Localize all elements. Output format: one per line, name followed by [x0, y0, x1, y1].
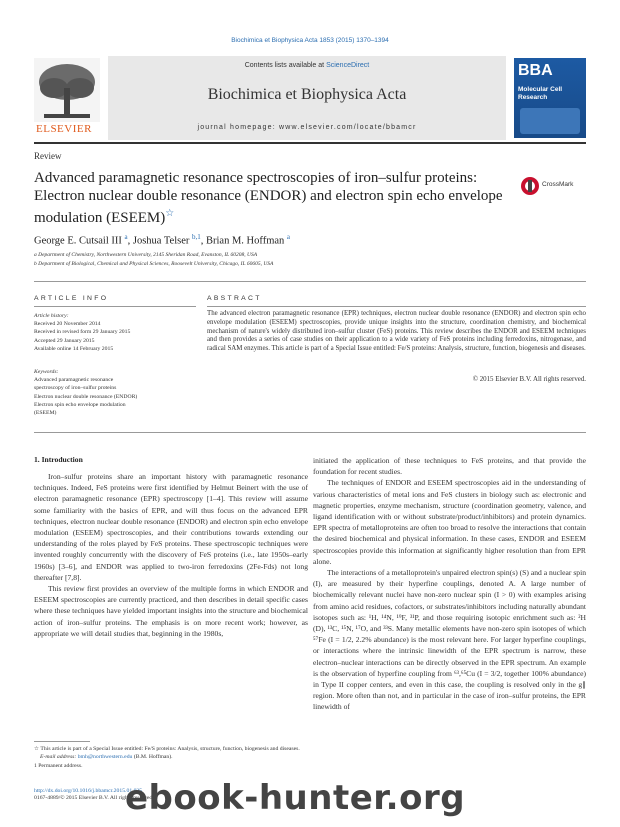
- footnote-rule: [34, 741, 90, 742]
- article-type: Review: [34, 151, 62, 161]
- cover-title: BBA: [518, 62, 553, 79]
- crossmark-badge[interactable]: [520, 175, 582, 202]
- article-info-heading: ARTICLE INFO: [34, 295, 109, 302]
- affiliation-rule: [34, 281, 586, 282]
- keyword: Advanced paramagnetic resonance: [34, 377, 114, 384]
- contents-line: [108, 62, 506, 69]
- cover-image: [520, 108, 580, 134]
- paragraph: This review first provides an overview of the multiple forms in which ENDOR and ESEEM spectroscopies are currently practiced, and then describes in detail specific cases where these techniques have yielded important insights into the structure and biochemical action of iron–sulfur proteins. The emphasis is on more recent work; however, as appropriate we will detail studies that, beginning in the 1980s,: [34, 584, 308, 638]
- issn-line: 0167-4889/© 2015 Elsevier B.V. All rights reserved.: [34, 795, 154, 801]
- abstract-copyright: © 2015 Elsevier B.V. All rights reserved.: [472, 376, 586, 383]
- email-label: E-mail address:: [40, 754, 78, 761]
- email-link[interactable]: bmh@northwestern.edu: [77, 754, 133, 761]
- abstract-text: The advanced electron paramagnetic resonance (EPR) techniques, electron nuclear double resonance (ENDOR) and electron spin echo envelope modulation (ESEEM) spectroscopies, provide unique insights into the structure, coordination chemistry, and biochemical mechanism of nature's widely distributed iron–sulfur cluster (FeS) proteins. This review describes the ENDOR and ESEEM techniques and then provides a series of case studies on their application to a wide variety of FeS proteins including ferredoxins, nitrogenase, and radical SAM enzymes. This article is part of a Special Issue entitled: Fe/S proteins: Analysis, structure, function, biogenesis and diseases.: [207, 310, 586, 353]
- cover-subtitle: Molecular Cell Research: [518, 86, 563, 101]
- author-name[interactable]: Brian M. Hoffman: [206, 235, 285, 247]
- keyword: Electron nuclear double resonance (ENDOR): [34, 393, 138, 400]
- article-history: [34, 312, 196, 353]
- keyword: Electron spin echo envelope modulation: [34, 401, 126, 408]
- footnote-1: 1 Permanent address.: [34, 762, 83, 769]
- history-item: Received in revised form 29 January 2015: [34, 329, 131, 336]
- author-name[interactable]: Joshua Telser: [132, 235, 190, 247]
- history-item: Accepted 29 January 2015: [34, 337, 95, 344]
- history-item: Available online 14 February 2015: [34, 345, 114, 352]
- paragraph: The techniques of ENDOR and ESEEM spectroscopies aid in the understanding of various characteristics of metal ions and FeS clusters in biology such as: electronic and magnetic properties, enzyme mechanism, structure (coordination geometry, valence, and ligand identification with or without substrate/product/inhibitors) and protein dynamics. EPR spectra of metalloproteins are often too broad to resolve the interactions that contain the desired biochemical and physical information. In these cases, ENDOR and ESEEM spectroscopies provide this information at significantly higher resolution than from EPR alone.: [313, 478, 586, 566]
- left-column: [34, 471, 308, 639]
- footnote-email: [34, 753, 308, 761]
- abstract-rule: [207, 306, 586, 307]
- header-rule: [34, 142, 586, 144]
- history-label: Article history:: [34, 313, 69, 319]
- info-rule: [34, 306, 196, 307]
- journal-citation[interactable]: Biochimica et Biophysica Acta 1853 (2015) 1370–1394: [231, 37, 389, 44]
- doi-link[interactable]: http://dx.doi.org/10.1016/j.bbamcr.2015.01.025: [34, 788, 143, 794]
- section-heading: 1. Introduction: [34, 455, 83, 464]
- author-list: George E. Cutsail III $^a$, Joshua Telser $^{b,1}$, Brian M. Hoffman $^a$: [34, 233, 291, 247]
- keyword: (ESEEM): [34, 410, 57, 417]
- paragraph: Iron–sulfur proteins share an important history with paramagnetic resonance techniques. Indeed, FeS proteins were first identified by Helmut Beinert with the use of electron paramagnetic resonance (EPR) spectroscopy [1–4]. This review will assume some familiarity with the basics of EPR, and will thus focus on the advanced EPR techniques, electron nuclear double resonance (ENDOR) and electron spin echo envelope modulation (ESEEM) spectroscopies, and their contributions towards extending our understanding of the roles played by FeS proteins. These spectroscopic techniques were invented roughly concurrently with the discovery of FeS proteins (i.e., late 1950s–early 1960s) [3–6], and ENDOR was applied to two-iron ferredoxins (2Fe-Fds) not long thereafter [7,8].: [34, 472, 308, 582]
- abstract-end-rule: [34, 432, 586, 433]
- affiliation-a: a Department of Chemistry, Northwestern University, 2145 Sheridan Road, Evanston, IL 60208, USA: [34, 252, 258, 258]
- contents-prefix: Contents lists available at: [244, 62, 327, 69]
- footnotes: [34, 745, 308, 770]
- affiliation-b: b Department of Biological, Chemical and Physical Sciences, Roosevelt University, Chicago, IL 60605, USA: [34, 261, 274, 267]
- author-affiliation-mark[interactable]: a: [286, 233, 291, 241]
- paragraph: The interactions of a metalloprotein's unpaired electron spin(s) (S) and a nuclear spin (I), are measured by their hyperfine couplings, denoted A. A large number of biochemically relevant nuclei have non-zero nuclear spin (I > 0) with examples arising from amino acid residues, cofactors, or substrates/inhibitors including naturally abundant isotopes such as: ¹H, ¹⁴N, ¹⁹F, ³¹P, and those requiring isotopic enrichment such as: ²H (D), ¹³C, ¹⁵N, ¹⁷O, and ³³S. Many metallic elements have non-zero spin isotopes of which ⁵⁷Fe (I = 1/2, 2.2% abundance) is the most relevant here. For larger hyperfine couplings, or interactions where the intrinsic linewidth of the EPR spectrum is narrow, these electron–nuclear interactions can be directly observed in the EPR spectrum. An example is the observation of hyperfine coupling from ⁶³,⁶⁵Cu (I = 3/2, together 100% abundance) in Type II copper centers, and even in this case, the coupling is resolved only in the g∥ region. More often than not, and in particular in the case of iron–sulfur proteins, the EPR linewidth of: [313, 568, 586, 712]
- journal-homepage: [108, 124, 506, 131]
- affiliations: [34, 251, 273, 269]
- publisher-logo-text: ELSEVIER: [36, 123, 92, 135]
- author-affiliation-mark[interactable]: a: [124, 233, 128, 241]
- author-name[interactable]: George E. Cutsail III: [34, 235, 122, 247]
- email-suffix: (B.M. Hoffman).: [132, 754, 173, 761]
- article-title-text: Advanced paramagnetic resonance spectroscopies of iron–sulfur proteins: Electron nuclear double resonance (ENDOR) and electron spin echo envelope modulation (ESEEM): [34, 170, 503, 226]
- author-affiliation-mark[interactable]: b,1: [192, 233, 201, 241]
- sciencedirect-link[interactable]: ScienceDirect: [326, 62, 370, 69]
- homepage-prefix: journal homepage:: [197, 124, 279, 131]
- right-column: [313, 455, 586, 713]
- journal-title: Biochimica et Biophysica Acta: [207, 86, 407, 103]
- abstract-heading: ABSTRACT: [207, 295, 262, 302]
- paragraph: initiated the application of these techniques to FeS proteins, and that provide the foundation for recent studies.: [313, 456, 586, 477]
- keyword: spectroscopy of iron–sulfur proteins: [34, 385, 117, 392]
- article-title: [34, 170, 504, 228]
- watermark-text: ebook-hunter.org: [125, 778, 466, 818]
- homepage-link[interactable]: www.elsevier.com/locate/bbamcr: [278, 124, 417, 131]
- keywords-label: Keywords:: [34, 369, 59, 375]
- crossmark-label: CrossMark: [542, 181, 574, 188]
- history-item: Received 20 November 2014: [34, 321, 101, 328]
- keywords: [34, 368, 196, 417]
- footnote-star: ☆ This article is part of a Special Issue entitled: Fe/S proteins: Analysis, structure, function, biogenesis and diseases.: [34, 746, 300, 752]
- title-footnote-mark[interactable]: ☆: [165, 208, 175, 219]
